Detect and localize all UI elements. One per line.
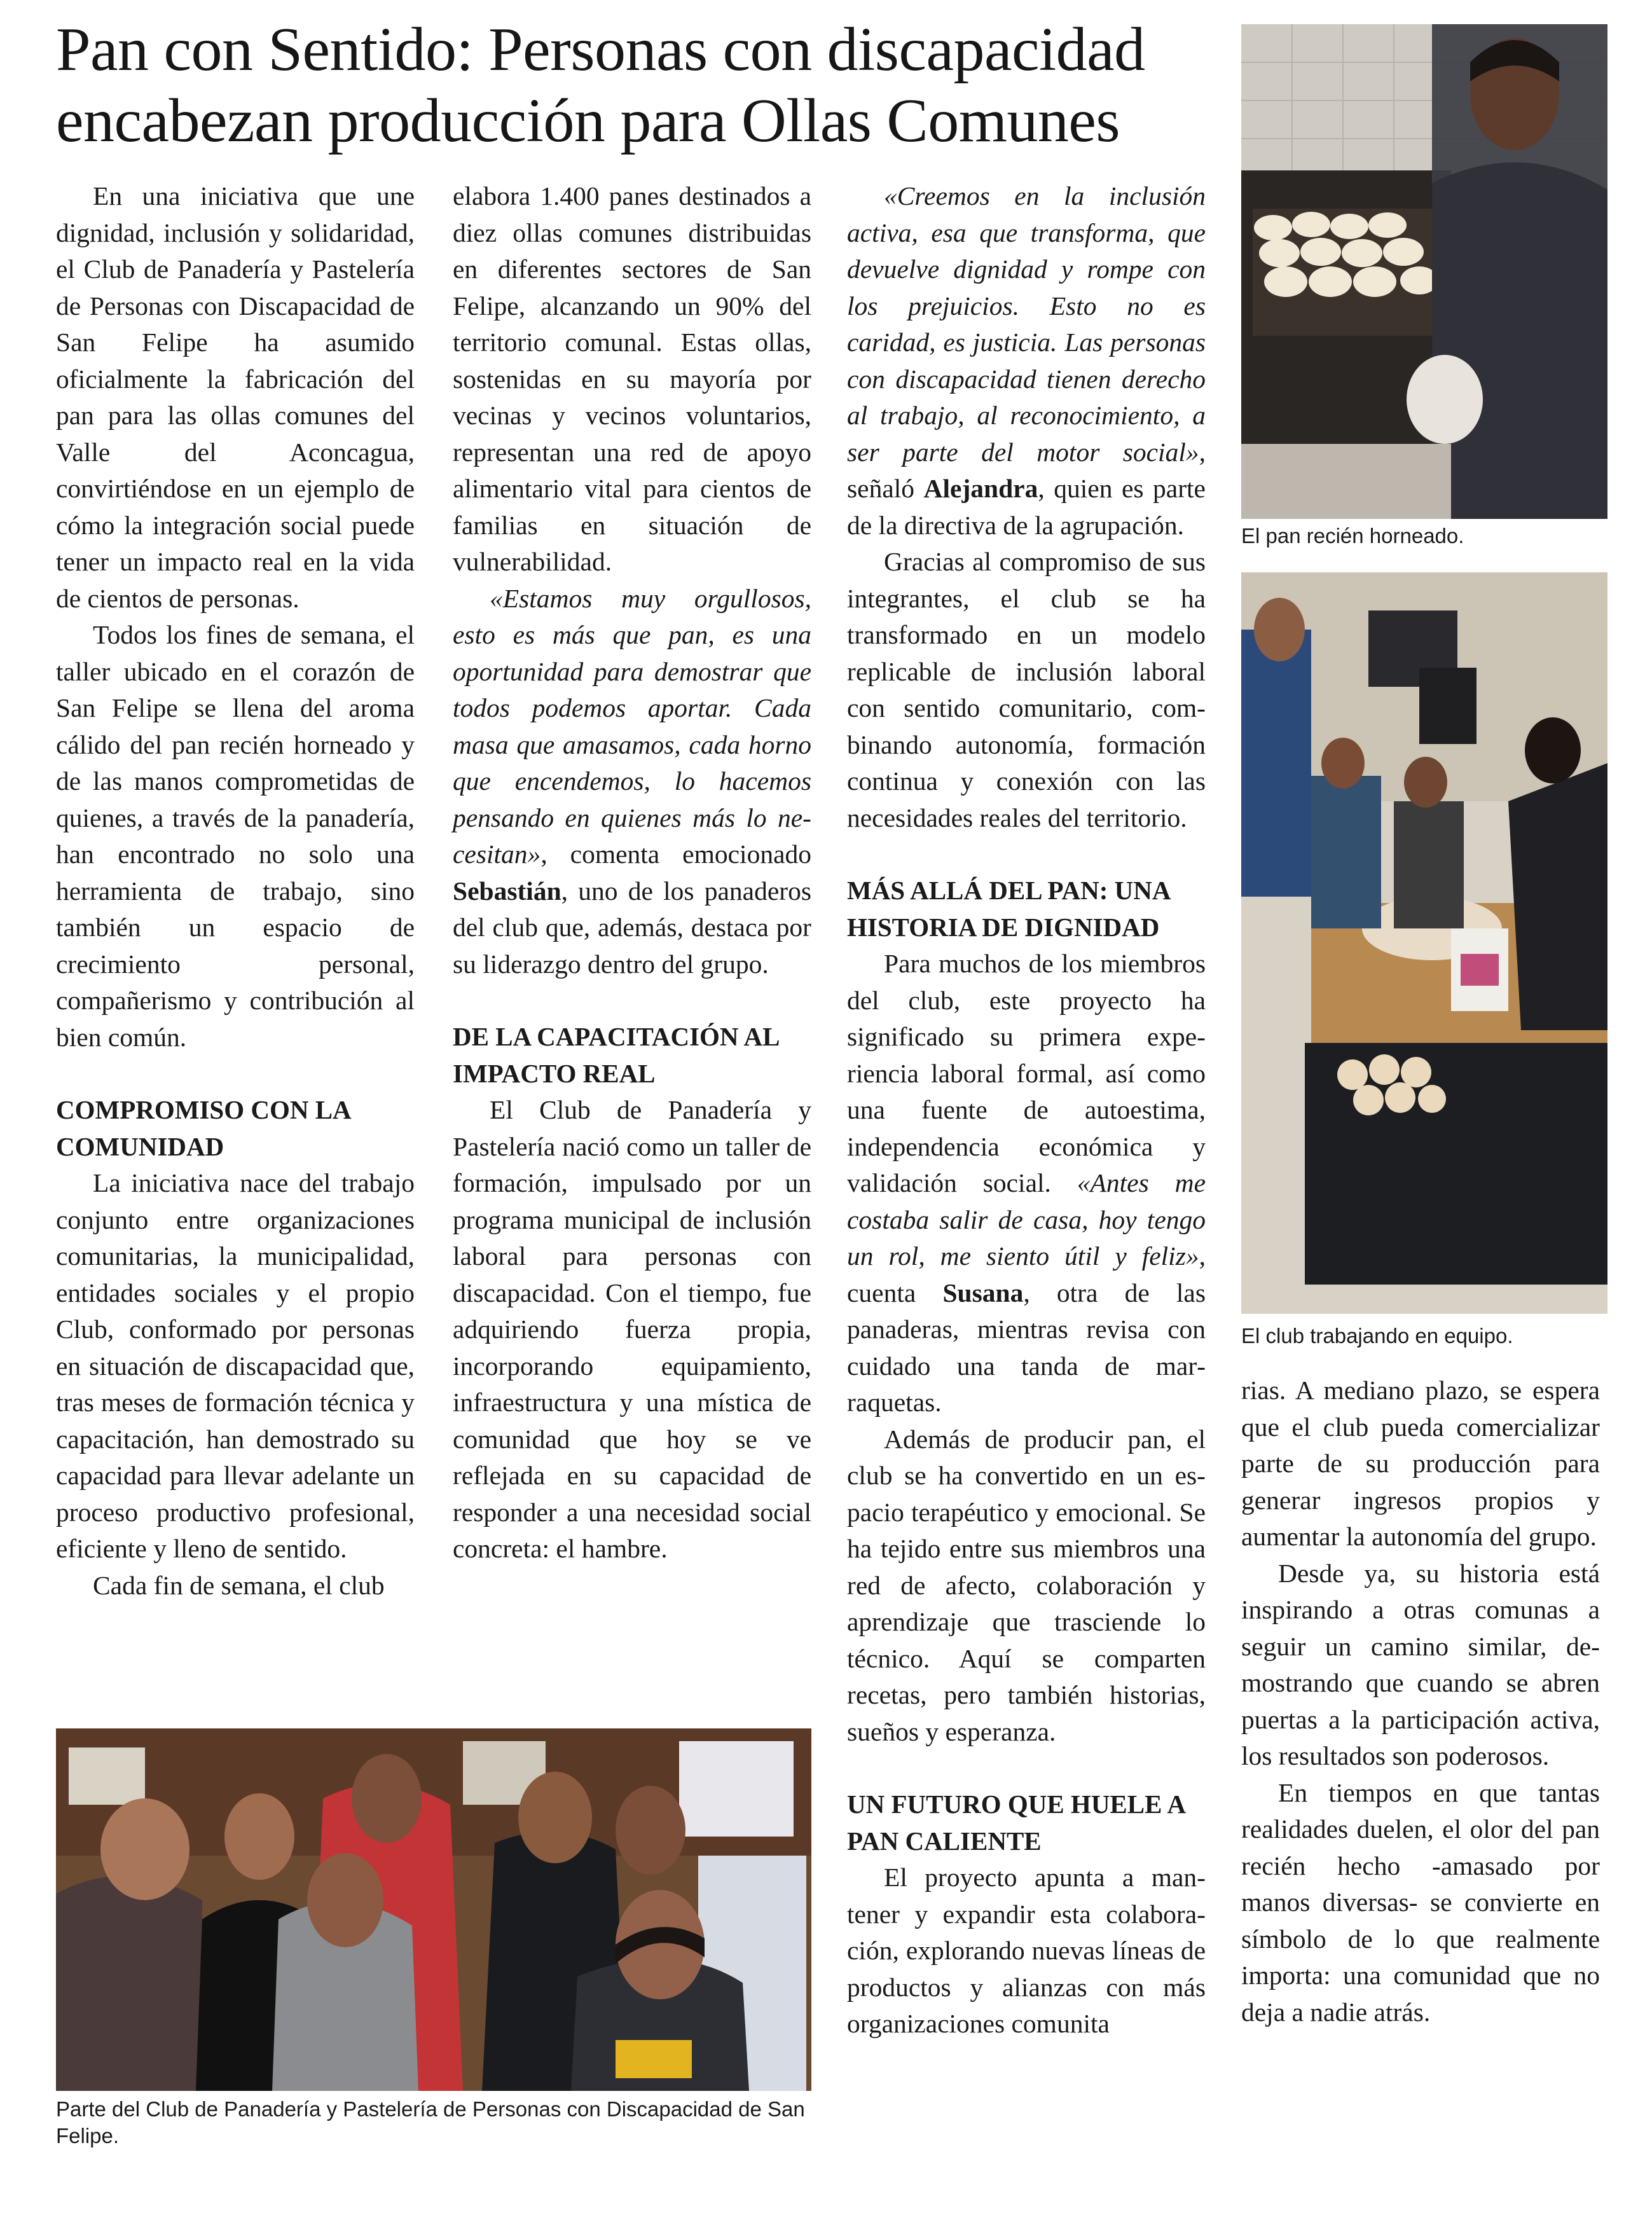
section-heading: DE LA CAPACITACIÓN AL IMPACTO REAL <box>453 1022 779 1088</box>
paragraph: rias. A mediano plazo, se espera que el club pueda comercializar parte de su producción para generar ingresos propios y aumentar la autonomía del grupo. <box>1241 1375 1600 1551</box>
article-column-4 <box>1241 1372 1600 2030</box>
article-column-2 <box>453 178 811 1568</box>
paragraph: Gracias al compromiso de sus integrantes, el club se ha transformado en un modelo replicable de inclusión laboral con sentido comunitario, combinando autonomía, formación continua y conexión con las necesidades reales del territorio. <box>847 547 1206 832</box>
person-name: Susana <box>942 1278 1024 1307</box>
quote-paragraph <box>847 178 1206 544</box>
attribution: , comenta emocionado <box>540 839 811 869</box>
section-heading: UN FUTURO QUE HUELE A PAN CALIENTE <box>847 1789 1185 1856</box>
paragraph: El proyecto apunta a mantener y expandir esta colaboración, explorando nuevas líneas de productos y alianzas con más organizaciones comunita <box>847 1863 1206 2038</box>
group-photo-image <box>56 1728 811 2091</box>
person-name: Sebastián <box>453 876 561 906</box>
team-photo <box>1241 572 1607 1314</box>
attribution: , uno de los panaderos del club que, además, destaca por su liderazgo dentro del grupo. <box>453 876 811 979</box>
paragraph <box>847 946 1206 1421</box>
attribution: , quien es parte de la directiva de la agrupación. <box>847 474 1206 540</box>
paragraph: elabora 1.400 panes destinados a diez ollas comunes distribuidas en diferentes sectores de San Felipe, alcanzando un 90% del territorio comunal. Estas ollas, sostenidas en su mayoría por vecinas y vecinos voluntarios, representan una red de apoyo alimentario vital para cientos de familias en situación de vulnerabilidad. <box>453 181 811 576</box>
paragraph-text: Para muchos de los miembros del club, este proyecto ha significado su primera experiencia laboral formal, así como una fuente de autoestima, independencia económica y validación social. <box>847 949 1206 1197</box>
team-caption: El club trabajando en equipo. <box>1241 1324 1513 1348</box>
paragraph: Cada fin de semana, el club <box>93 1570 385 1600</box>
person-name: Alejandra <box>923 474 1038 503</box>
headline: Pan con Sentido: Personas con discapacidad encabezan producción para Ollas Comunes <box>56 15 1145 155</box>
quote: «Estamos muy orgullosos, esto es más que pan, es una oportunidad para demostrar que todos podemos aportar. Cada masa que amasamos, cada horno que encendemos, lo hacemos pensando en quienes más lo necesitan» <box>453 583 811 869</box>
oven-photo-image <box>1241 24 1607 519</box>
quote: «Antes me costaba salir de casa, hoy tengo un rol, me siento útil y feliz» <box>847 1168 1206 1271</box>
quote-paragraph <box>453 581 811 983</box>
team-photo-image <box>1241 572 1607 1314</box>
attribution: , señaló <box>847 437 1206 503</box>
attribution: , otra de las panaderas, mientras revisa con cuidado una tanda de marraquetas. <box>847 1278 1206 1417</box>
quote: «Creemos en la inclusión activa, esa que transforma, que devuelve dignidad y rompe con los prejuicios. Esto no es caridad, es justicia. Las personas con discapacidad tienen derecho al trabajo, al reconocimiento, a ser parte del motor social» <box>847 181 1206 467</box>
paragraph: Todos los fines de semana, el taller ubicado en el corazón de San Felipe se llena del aroma cálido del pan recién horneado y de las manos comprometidas de quienes, a través de la panadería, han encontrado no solo una herramienta de trabajo, sino también un espacio de crecimiento personal, compañerismo y contribución al bien común. <box>56 620 415 1052</box>
paragraph: En tiempos en que tantas realidades duelen, el olor del pan recién hecho -amasado por manos diversas- se convierte en símbolo de lo que realmente importa: una comunidad que no deja a nadie atrás. <box>1241 1777 1600 2027</box>
group-photo <box>56 1728 811 2091</box>
paragraph: Desde ya, su historia está inspirando a otras comunas a seguir un camino similar, demostrando que cuando se abren puertas a la participación activa, los resultados son poderosos. <box>1241 1558 1600 1770</box>
article-column-1 <box>56 178 415 1604</box>
section-heading: MÁS ALLÁ DEL PAN: UNA HISTORIA DE DIGNIDAD <box>847 876 1170 942</box>
paragraph: La iniciativa nace del trabajo conjunto entre organizaciones comunitarias, la municipalidad, entidades sociales y el propio Club, conformado por personas en situación de discapacidad que, tras meses de formación técnica y capacitación, han demostrado su capacidad para llevar adelante un proceso productivo profesional, eficiente y lleno de sentido. <box>56 1168 415 1563</box>
group-caption: Parte del Club de Panadería y Pastelería de Personas con Discapacidad de San Felipe. <box>56 2097 805 2148</box>
paragraph: El Club de Panadería y Pastelería nació como un taller de formación, impulsado por un programa municipal de inclusión laboral para personas con discapacidad. Con el tiempo, fue adquiriendo fuerza propia, incorporando equipamiento, infraestructura y una mística de comunidad que hoy se ve reflejada en su capacidad de responder a una necesidad social concreta: el hambre. <box>453 1095 811 1563</box>
section-heading: COMPROMISO CON LA COMUNIDAD <box>56 1095 350 1161</box>
paragraph: En una iniciativa que une dignidad, inclusión y solidaridad, el Club de Panadería y Pastelería de Personas con Discapacidad de San Felipe ha asumido oficialmente la fabricación del pan para las ollas comunes del Valle del Aconcagua, convirtiéndose en un ejemplo de cómo la integración social puede tener un impacto real en la vida de cientos de personas. <box>56 181 415 613</box>
attribution: , cuenta <box>847 1241 1206 1307</box>
paragraph: Además de producir pan, el club se ha convertido en un espacio terapéutico y emocional. Se ha tejido entre sus miembros una red de afecto, colaboración y aprendizaje que trasciende lo técnico. Aquí se comparten recetas, pero también historias, sueños y esperanza. <box>847 1424 1206 1746</box>
article-column-3 <box>847 178 1206 2043</box>
oven-photo <box>1241 24 1607 519</box>
oven-caption: El pan recién horneado. <box>1241 524 1464 548</box>
